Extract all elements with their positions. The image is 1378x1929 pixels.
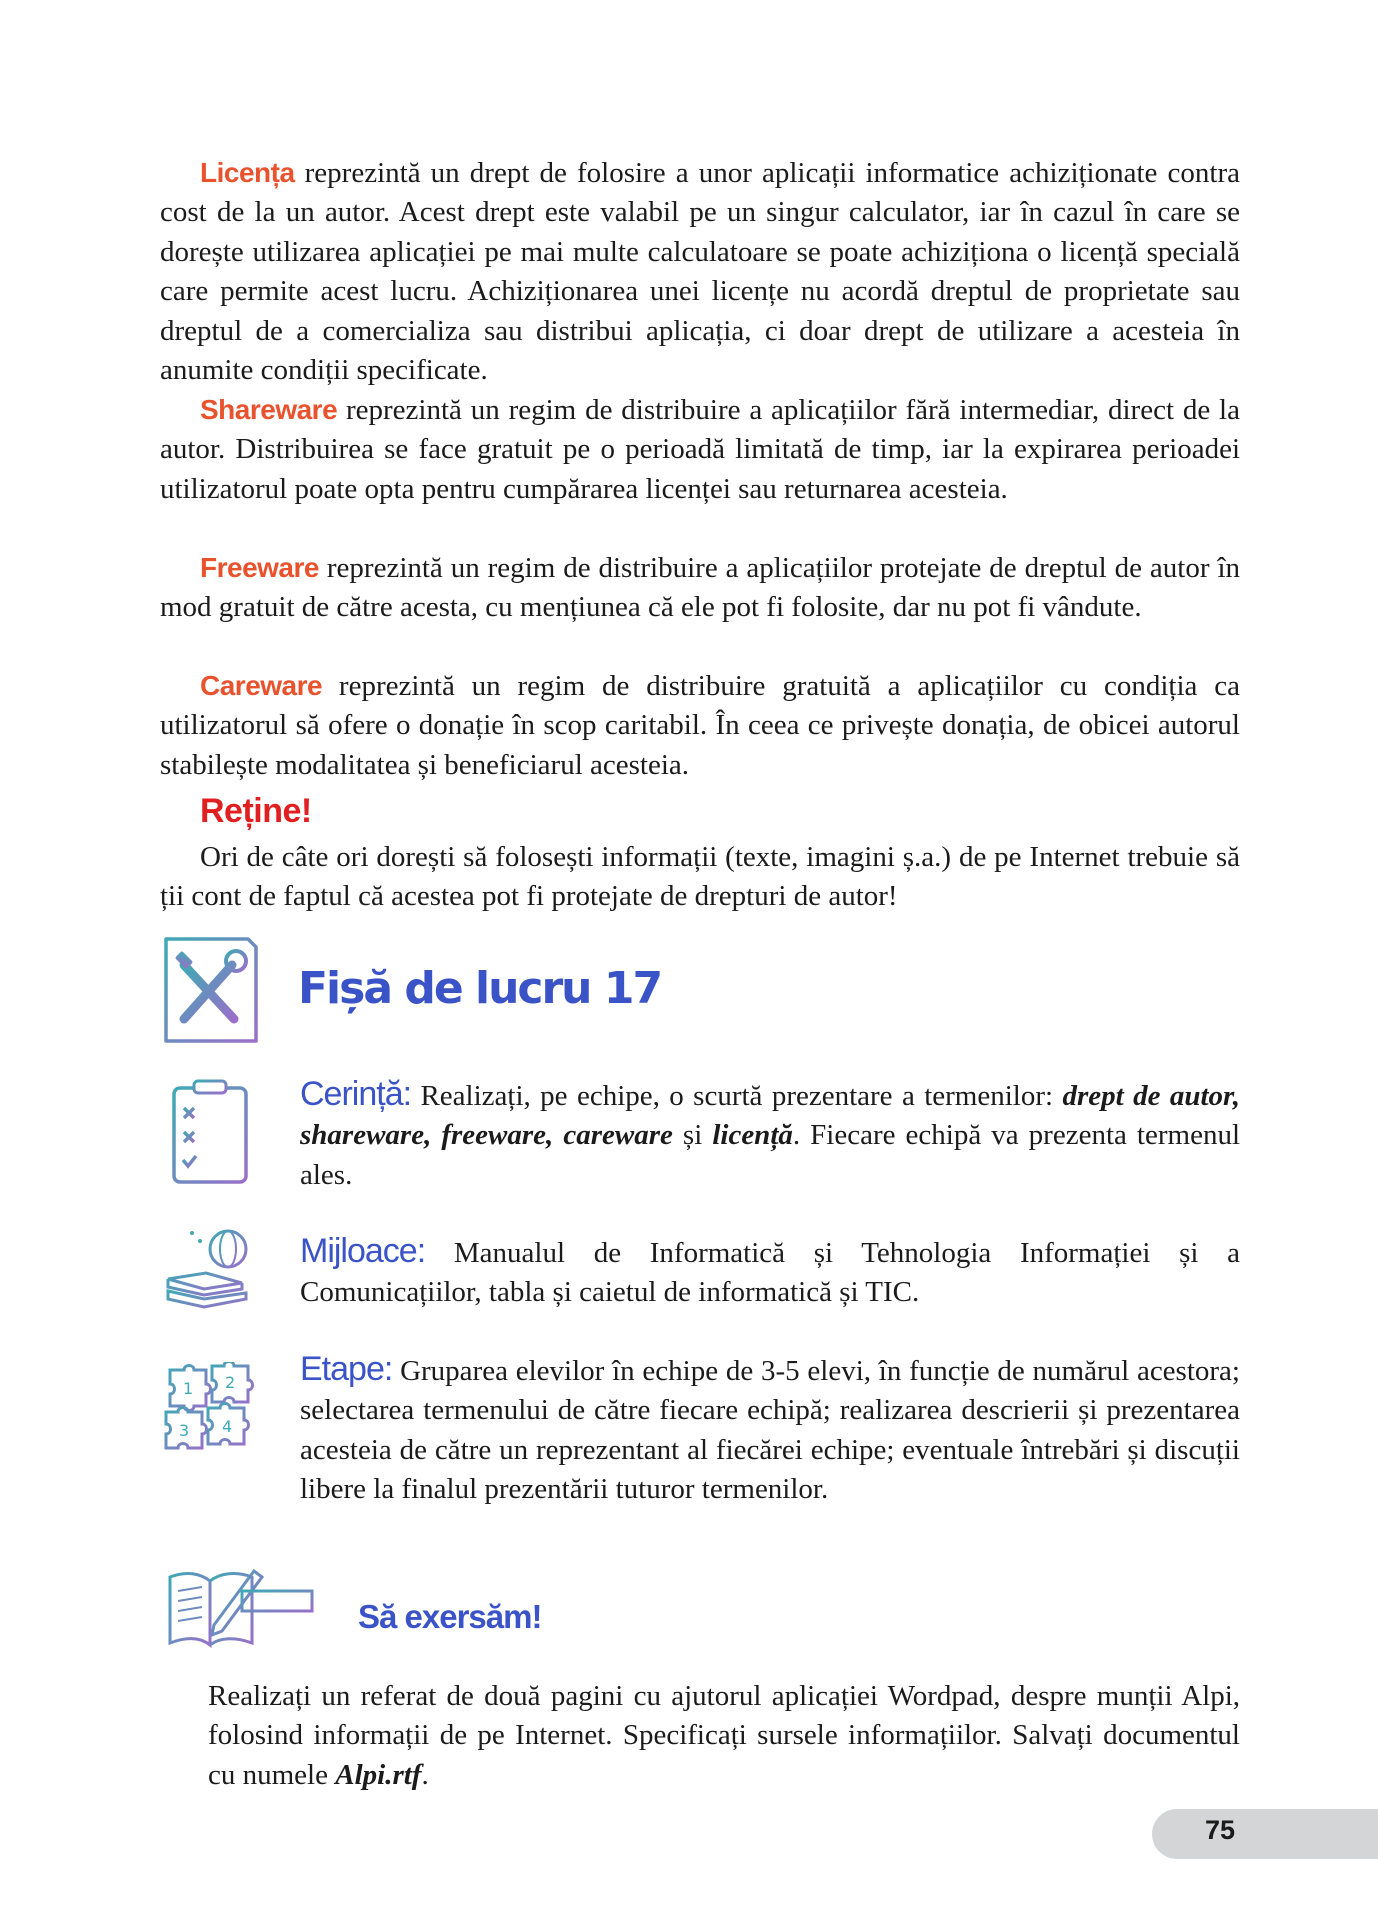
exersam-end: . (421, 1758, 429, 1791)
cerinta-end: . Fiecare echipă va prezenta termenul ales. (300, 1119, 1240, 1191)
definition-text: reprezintă un regim de distribuire gratuită a aplicațiilor cu condiția ca utilizatorul să ofere o donație în scop caritabil. În ceea ce privește donația, de obicei autorul stabilește modalitatea și beneficiarul acesteia. (160, 670, 1240, 781)
tools-icon (160, 935, 260, 1045)
cerinta-and: și (672, 1119, 713, 1152)
retine-text-body: Ori de câte ori dorești să folosești informații (texte, imagini ș.a.) de pe Internet trebuie să ții cont de faptul că acestea pot fi protejate de drepturi de autor! (160, 841, 1240, 913)
globe-books-icon (162, 1227, 258, 1317)
page-number: 75 (1205, 1815, 1236, 1845)
definition-text: reprezintă un drept de folosire a unor aplicații informatice achiziționate contra cost de la un autor. Acest drept este valabil pe un singur calculator, iar în cazul în care se dorește utilizarea aplicației pe mai multe calculatoare se poate achiziționa o licență specială care permite acest lucru. Achiziționarea unei licențe nu acordă dreptul de proprietate sau dreptul de a comercializa sau distribui aplicația, ci doar drept de utilizare a acesteia în anumite condiții specificate. (160, 157, 1240, 387)
definition-licenta (160, 153, 1240, 390)
term-careware: Careware (200, 670, 323, 701)
exersam-title: Să exersăm! (358, 1598, 542, 1635)
puzzle-digit: 4 (222, 1417, 233, 1436)
checklist-icon (170, 1078, 250, 1186)
puzzle-digit: 2 (225, 1373, 236, 1392)
puzzle-digit: 1 (183, 1379, 194, 1398)
notebook-pencil-icon (166, 1565, 316, 1655)
definition-freeware (160, 548, 1240, 628)
puzzle-icon (162, 1362, 258, 1452)
retine-text (160, 838, 1240, 917)
mijloace-label: Mijloace: (300, 1232, 426, 1270)
cerinta-term-last: licență (712, 1119, 793, 1152)
definition-careware (160, 666, 1240, 785)
cerinta-label: Cerință: (300, 1075, 412, 1113)
exersam-filename: Alpi.rtf (335, 1758, 422, 1791)
mijloace-text (300, 1232, 1240, 1313)
definition-text: reprezintă un regim de distribuire a aplicațiilor fără intermediar, direct de la autor. Distribuirea se face gratuit pe o perioadă limitată de timp, iar la expirarea perioadei utilizatorul poate opta pentru cumpărarea licenței sau returnarea acesteia. (160, 394, 1240, 505)
exersam-text (208, 1677, 1240, 1795)
etape-text (300, 1350, 1240, 1510)
definition-text: reprezintă un regim de distribuire a aplicațiilor protejate de dreptul de autor în mod gratuit de către acesta, cu mențiunea că ele pot fi folosite, dar nu pot fi vândute. (160, 552, 1240, 624)
puzzle-digit: 3 (179, 1421, 190, 1440)
term-licenta: Licența (200, 157, 295, 188)
term-shareware: Shareware (200, 394, 338, 425)
etape-label: Etape: (300, 1350, 393, 1388)
cerinta-body: Realizați, pe echipe, o scurtă prezentare a termenilor: (411, 1080, 1063, 1112)
cerinta-text (300, 1075, 1240, 1195)
retine-heading: Reține! (200, 792, 312, 830)
term-freeware: Freeware (200, 552, 319, 583)
cerinta-terms: drept de autor, shareware, freeware, careware (300, 1080, 1240, 1152)
mijloace-body: Manualul de Informatică și Tehnologia Informației și a Comunicațiilor, tabla și caietul de informatică și TIC. (300, 1237, 1240, 1309)
exersam-body: Realizați un referat de două pagini cu ajutorul aplicației Wordpad, despre munții Alpi, folosind informații de pe Internet. Specificați sursele informațiilor. Salvați documentul cu numele (208, 1680, 1240, 1791)
definition-shareware (160, 390, 1240, 509)
fisa-title: Fișă de lucru 17 (298, 963, 662, 1014)
page-number-tab (1152, 1809, 1378, 1859)
etape-body: Gruparea elevilor în echipe de 3-5 elevi, în funcție de numărul acestora; selectarea termenului de către fiecare echipă; realizarea descrierii și prezentarea acesteia de către un reprezentant al fiecărei echipe; eventuale întrebări și discuții libere la finalul prezentării tuturor termenilor. (300, 1355, 1240, 1506)
